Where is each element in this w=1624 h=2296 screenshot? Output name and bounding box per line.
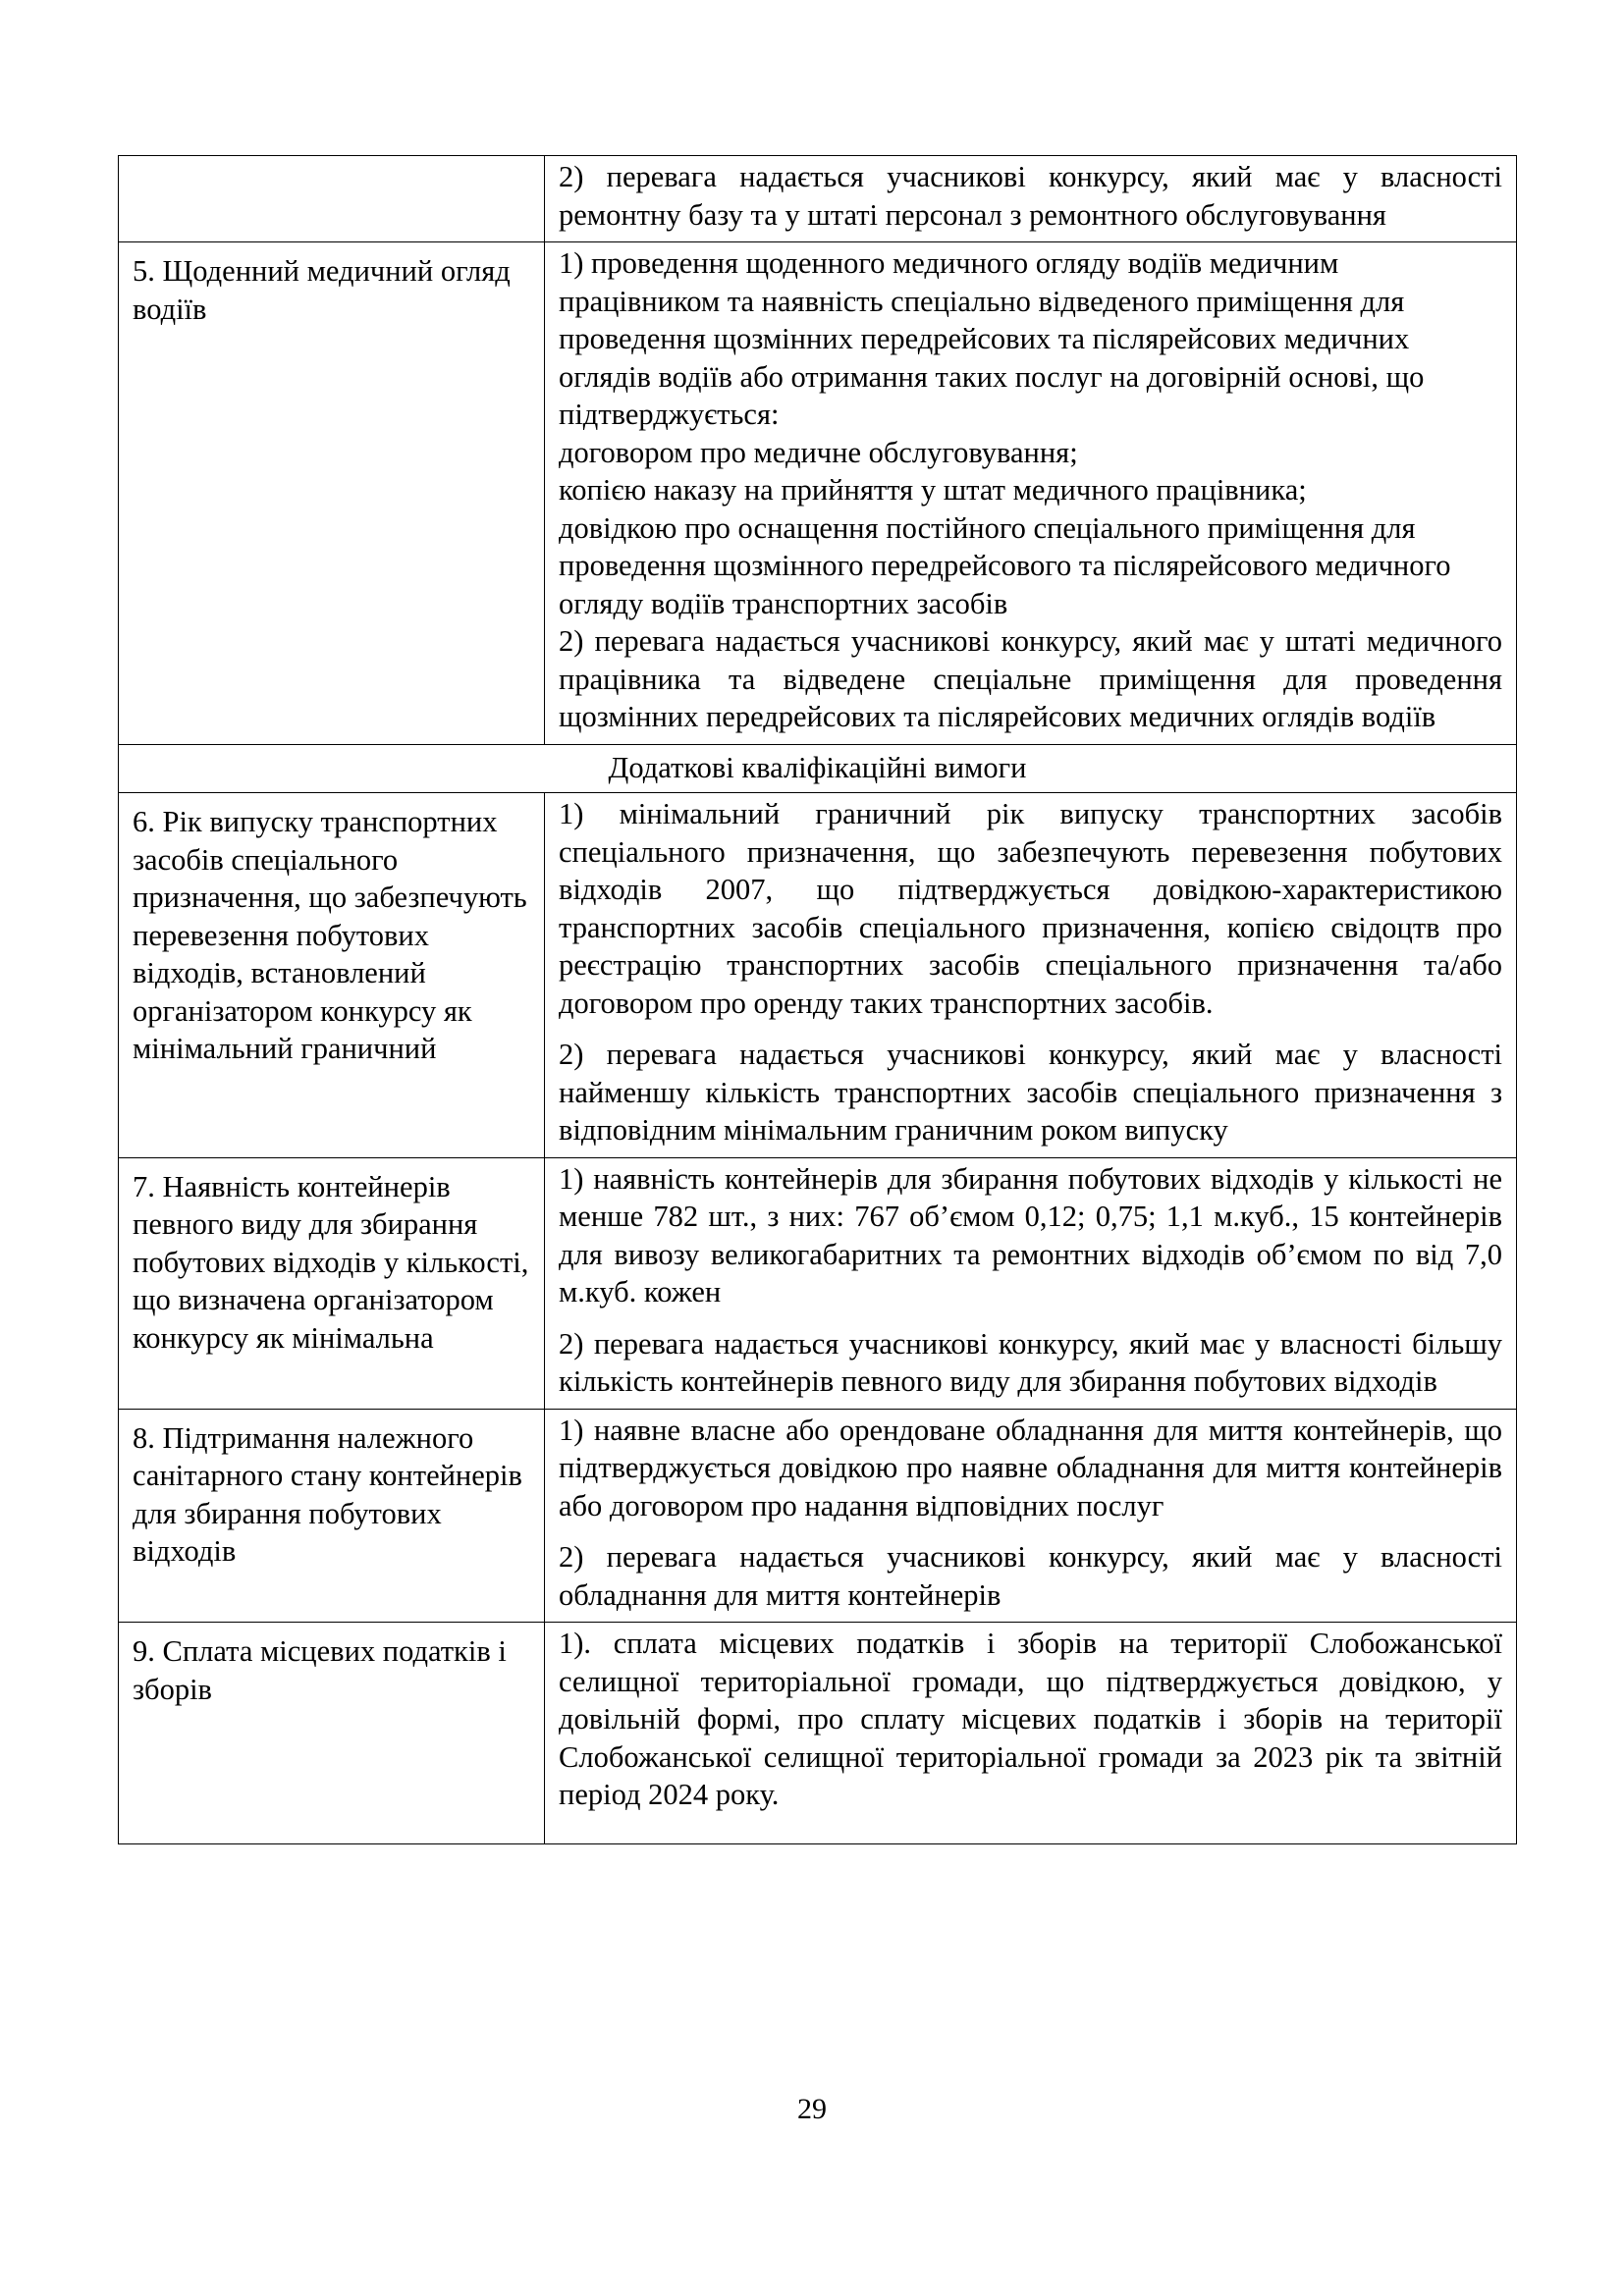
table-row-prev	[119, 156, 1517, 242]
criteria-paragraph: договором про медичне обслуговування;	[559, 435, 1078, 469]
criteria-cell-8	[545, 1409, 1517, 1623]
section-header: Додаткові кваліфікаційні вимоги	[119, 744, 1517, 793]
criteria-cell-7	[545, 1157, 1517, 1409]
requirement-cell-9: 9. Сплата місцевих податків і зборів	[119, 1623, 545, 1844]
criteria-paragraph: 1) проведення щоденного медичного огляду водіїв медичним працівником та наявність спеціально відведеного приміщення для проведення щозмінних передрейсових та післярейсових медичних оглядів водіїв або отримання таких послуг на договірній основі, що підтверджується:	[559, 246, 1425, 431]
table-row-6	[119, 793, 1517, 1158]
page-number: 29	[797, 2093, 827, 2125]
table-row-5	[119, 242, 1517, 745]
criteria-paragraph: копією наказу на прийняття у штат медичного працівника;	[559, 473, 1307, 507]
table-row-7	[119, 1157, 1517, 1409]
requirement-cell-8: 8. Підтримання належного санітарного стану контейнерів для збирання побутових відходів	[119, 1409, 545, 1623]
table-row-8	[119, 1409, 1517, 1623]
criteria-paragraph: 1) наявне власне або орендоване обладнання для миття контейнерів, що підтверджується довідкою про наявне обладнання для миття контейнерів або договором про надання відповідних послуг	[559, 1413, 1502, 1522]
criteria-paragraph: 1) мінімальний граничний рік випуску транспортних засобів спеціального призначення, що забезпечують перевезення побутових відходів 2007, що підтверджується довідкою-характеристикою транспортних засобів спеціального призначення, копією свідоцтв про реєстрацію транспортних засобів спеціального призначення та/або договором про оренду таких транспортних засобів.	[559, 797, 1502, 1020]
criteria-cell-5	[545, 242, 1517, 745]
section-header-row	[119, 744, 1517, 793]
criteria-paragraph: 2) перевага надається учасникові конкурсу, який має у власності більшу кількість контейнерів певного виду для збирання побутових відходів	[559, 1326, 1502, 1398]
criteria-paragraph: 2) перевага надається учасникові конкурсу, який має у штаті медичного працівника та відведене спеціальне приміщення для проведення щозмінних передрейсових та післярейсових медичних оглядів водіїв	[559, 624, 1502, 733]
criteria-cell-6	[545, 793, 1517, 1158]
requirement-cell-7: 7. Наявність контейнерів певного виду для збирання побутових відходів у кількості, що визначена організатором конкурсу як мінімальна	[119, 1157, 545, 1409]
criteria-paragraph: довідкою про оснащення постійного спеціального приміщення для проведення щозмінного передрейсового та післярейсового медичного огляду водіїв транспортних засобів	[559, 510, 1451, 620]
criteria-paragraph: 1) наявність контейнерів для збирання побутових відходів у кількості не менше 782 шт., з них: 767 об’ємом 0,12; 0,75; 1,1 м.куб., 15 контейнерів для вивозу великогабаритних та ремонтних відходів об’ємом по від 7,0 м.куб. кожен	[559, 1161, 1502, 1308]
requirements-table	[118, 155, 1517, 1844]
criteria-cell-prev	[545, 156, 1517, 242]
criteria-paragraph: 2) перевага надається учасникові конкурсу, який має у власності обладнання для миття контейнерів	[559, 1540, 1502, 1612]
criteria-paragraph: 2) перевага надається учасникові конкурсу, який має у власності ремонтну базу та у штаті персонал з ремонтного обслуговування	[559, 160, 1502, 232]
criteria-cell-9	[545, 1623, 1517, 1844]
table-row-9	[119, 1623, 1517, 1844]
criteria-paragraph: 1). сплата місцевих податків і зборів на території Слобожанської селищної територіальної громади, що підтверджується довідкою, у довільній формі, про сплату місцевих податків і зборів на території Слобожанської селищної територіальної громади за 2023 рік та звітній період 2024 року.	[559, 1627, 1502, 1811]
requirement-cell-5: 5. Щоденний медичний огляд водіїв	[119, 242, 545, 745]
requirement-cell-6: 6. Рік випуску транспортних засобів спеціального призначення, що забезпечують перевезення побутових відходів, встановлений організатором конкурсу як мінімальний граничний	[119, 793, 545, 1158]
criteria-paragraph: 2) перевага надається учасникові конкурсу, який має у власності найменшу кількість транспортних засобів спеціального призначення з відповідним мінімальним граничним роком випуску	[559, 1038, 1502, 1147]
requirement-cell-prev	[119, 156, 545, 242]
